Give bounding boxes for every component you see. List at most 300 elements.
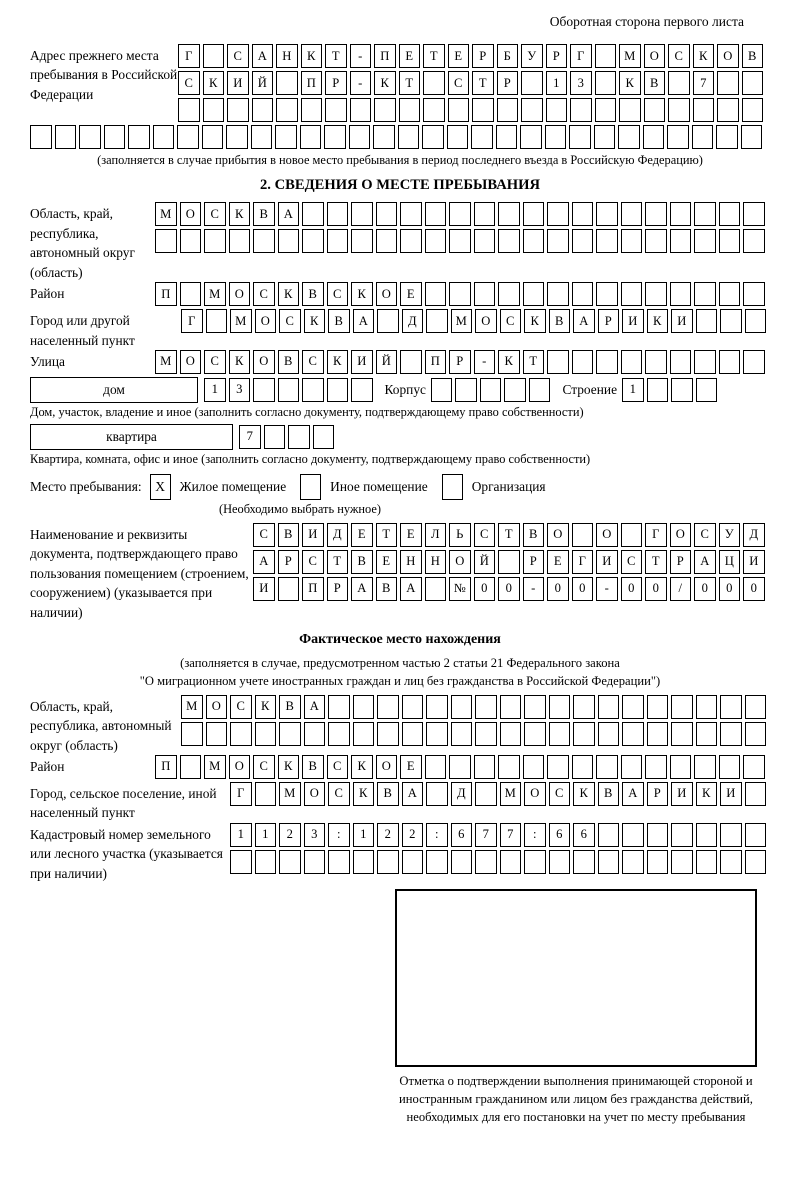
char-cell[interactable] [621,229,643,253]
char-cell[interactable]: 7 [693,71,715,95]
char-cell[interactable] [475,850,497,874]
char-cell[interactable] [500,695,522,719]
char-cell[interactable] [425,755,447,779]
char-cell[interactable] [549,695,571,719]
char-cell[interactable]: С [204,202,226,226]
char-cell[interactable] [279,850,301,874]
char-cell[interactable] [376,229,398,253]
char-cell[interactable] [425,229,447,253]
char-cell[interactable] [546,98,568,122]
char-cell[interactable]: М [500,782,522,806]
char-cell[interactable]: И [671,309,693,333]
char-cell[interactable]: К [498,350,520,374]
char-cell[interactable]: Р [327,577,349,601]
char-cell[interactable] [180,755,202,779]
char-cell[interactable] [426,309,448,333]
char-cell[interactable] [496,125,518,149]
char-cell[interactable]: А [253,550,275,574]
char-cell[interactable] [302,229,324,253]
char-cell[interactable]: О [376,755,398,779]
char-cell[interactable]: 0 [474,577,496,601]
char-cell[interactable]: Р [670,550,692,574]
char-cell[interactable]: М [204,755,226,779]
char-cell[interactable] [255,850,277,874]
char-cell[interactable] [426,695,448,719]
char-cell[interactable] [743,202,765,226]
char-cell[interactable]: Д [451,782,473,806]
char-cell[interactable]: И [671,782,693,806]
char-cell[interactable]: 1 [622,378,644,402]
char-cell[interactable] [621,755,643,779]
char-cell[interactable]: 1 [353,823,375,847]
char-cell[interactable] [255,722,277,746]
char-cell[interactable]: Д [327,523,349,547]
char-cell[interactable]: Т [423,44,445,68]
char-cell[interactable] [328,722,350,746]
char-cell[interactable] [572,350,594,374]
char-cell[interactable]: М [451,309,473,333]
char-cell[interactable] [745,309,767,333]
char-cell[interactable]: Й [252,71,274,95]
char-cell[interactable] [572,202,594,226]
char-cell[interactable] [480,378,502,402]
char-cell[interactable]: 2 [377,823,399,847]
char-cell[interactable] [529,378,551,402]
char-cell[interactable] [694,755,716,779]
char-cell[interactable]: Н [425,550,447,574]
char-cell[interactable] [667,125,689,149]
char-cell[interactable] [328,695,350,719]
char-cell[interactable] [304,850,326,874]
char-cell[interactable] [621,523,643,547]
char-cell[interactable] [471,125,493,149]
char-cell[interactable] [670,282,692,306]
char-cell[interactable] [670,755,692,779]
char-cell[interactable]: Г [570,44,592,68]
char-cell[interactable] [622,695,644,719]
char-cell[interactable] [596,202,618,226]
char-cell[interactable] [275,125,297,149]
char-cell[interactable] [104,125,126,149]
char-cell[interactable]: К [374,71,396,95]
checkbox-inoe[interactable] [300,474,321,500]
char-cell[interactable] [451,850,473,874]
char-cell[interactable] [741,125,763,149]
char-cell[interactable] [671,850,693,874]
char-cell[interactable] [376,202,398,226]
char-cell[interactable]: И [743,550,765,574]
char-cell[interactable] [328,850,350,874]
char-cell[interactable]: 6 [451,823,473,847]
char-cell[interactable]: О [596,523,618,547]
char-cell[interactable] [696,722,718,746]
char-cell[interactable]: О [644,44,666,68]
char-cell[interactable] [325,98,347,122]
char-cell[interactable]: В [351,550,373,574]
char-cell[interactable]: А [400,577,422,601]
char-cell[interactable]: Р [449,350,471,374]
char-cell[interactable]: К [278,282,300,306]
char-cell[interactable] [128,125,150,149]
char-cell[interactable]: П [301,71,323,95]
char-cell[interactable] [523,202,545,226]
char-cell[interactable]: С [279,309,301,333]
char-cell[interactable]: 1 [230,823,252,847]
char-cell[interactable]: Р [472,44,494,68]
char-cell[interactable]: О [229,282,251,306]
char-cell[interactable]: О [449,550,471,574]
char-cell[interactable] [598,695,620,719]
char-cell[interactable] [545,125,567,149]
char-cell[interactable]: М [204,282,226,306]
char-cell[interactable] [693,98,715,122]
char-cell[interactable]: С [621,550,643,574]
char-cell[interactable]: М [181,695,203,719]
char-cell[interactable]: О [670,523,692,547]
char-cell[interactable] [596,755,618,779]
char-cell[interactable] [717,98,739,122]
char-cell[interactable] [523,282,545,306]
char-cell[interactable] [425,577,447,601]
char-cell[interactable]: В [644,71,666,95]
char-cell[interactable] [622,850,644,874]
char-cell[interactable] [572,229,594,253]
char-cell[interactable]: 7 [500,823,522,847]
char-cell[interactable] [206,722,228,746]
char-cell[interactable] [447,125,469,149]
char-cell[interactable] [572,755,594,779]
char-cell[interactable]: 2 [402,823,424,847]
char-cell[interactable]: П [155,282,177,306]
char-cell[interactable] [475,782,497,806]
char-cell[interactable] [374,98,396,122]
char-cell[interactable] [425,282,447,306]
char-cell[interactable]: 0 [498,577,520,601]
char-cell[interactable]: 0 [694,577,716,601]
char-cell[interactable]: В [377,782,399,806]
char-cell[interactable] [498,229,520,253]
char-cell[interactable]: С [328,782,350,806]
char-cell[interactable] [569,125,591,149]
char-cell[interactable] [203,98,225,122]
char-cell[interactable] [595,98,617,122]
char-cell[interactable]: Й [474,550,496,574]
char-cell[interactable]: 1 [255,823,277,847]
char-cell[interactable]: Е [400,282,422,306]
char-cell[interactable] [252,98,274,122]
char-cell[interactable]: Ь [449,523,471,547]
char-cell[interactable] [524,850,546,874]
char-cell[interactable] [720,722,742,746]
char-cell[interactable]: В [278,350,300,374]
char-cell[interactable] [694,282,716,306]
char-cell[interactable]: К [301,44,323,68]
char-cell[interactable]: 3 [570,71,592,95]
char-cell[interactable]: Е [547,550,569,574]
char-cell[interactable] [745,823,767,847]
char-cell[interactable] [449,755,471,779]
char-cell[interactable]: В [253,202,275,226]
char-cell[interactable] [288,425,310,449]
char-cell[interactable]: Т [376,523,398,547]
char-cell[interactable]: А [622,782,644,806]
char-cell[interactable] [570,98,592,122]
char-cell[interactable]: О [229,755,251,779]
char-cell[interactable]: О [255,309,277,333]
char-cell[interactable]: 1 [204,378,226,402]
char-cell[interactable]: Д [402,309,424,333]
char-cell[interactable]: К [304,309,326,333]
char-cell[interactable]: О [547,523,569,547]
char-cell[interactable] [547,202,569,226]
char-cell[interactable] [230,722,252,746]
char-cell[interactable]: Е [400,755,422,779]
char-cell[interactable] [547,755,569,779]
char-cell[interactable] [402,695,424,719]
char-cell[interactable]: А [351,577,373,601]
char-cell[interactable] [720,823,742,847]
char-cell[interactable] [696,695,718,719]
char-cell[interactable] [449,282,471,306]
char-cell[interactable]: Т [327,550,349,574]
char-cell[interactable] [645,350,667,374]
char-cell[interactable] [670,350,692,374]
char-cell[interactable] [742,71,764,95]
char-cell[interactable]: В [278,523,300,547]
char-cell[interactable] [451,695,473,719]
char-cell[interactable]: 0 [547,577,569,601]
char-cell[interactable]: Р [647,782,669,806]
char-cell[interactable] [644,98,666,122]
char-cell[interactable]: К [693,44,715,68]
char-cell[interactable] [153,125,175,149]
char-cell[interactable]: К [353,782,375,806]
char-cell[interactable] [619,98,641,122]
char-cell[interactable] [671,722,693,746]
char-cell[interactable] [696,309,718,333]
char-cell[interactable] [423,98,445,122]
char-cell[interactable]: К [203,71,225,95]
char-cell[interactable]: Е [376,550,398,574]
char-cell[interactable] [647,378,669,402]
char-cell[interactable]: А [694,550,716,574]
char-cell[interactable] [743,755,765,779]
char-cell[interactable]: С [230,695,252,719]
char-cell[interactable]: 0 [743,577,765,601]
char-cell[interactable]: С [253,282,275,306]
char-cell[interactable] [350,98,372,122]
char-cell[interactable] [743,350,765,374]
char-cell[interactable] [55,125,77,149]
char-cell[interactable] [455,378,477,402]
char-cell[interactable] [520,125,542,149]
char-cell[interactable] [622,722,644,746]
char-cell[interactable]: 0 [572,577,594,601]
char-cell[interactable]: О [180,350,202,374]
char-cell[interactable] [180,229,202,253]
char-cell[interactable] [324,125,346,149]
char-cell[interactable] [598,823,620,847]
char-cell[interactable] [643,125,665,149]
checkbox-organizaciya[interactable] [442,474,463,500]
char-cell[interactable] [622,823,644,847]
char-cell[interactable] [253,229,275,253]
char-cell[interactable]: Н [276,44,298,68]
char-cell[interactable] [30,125,52,149]
char-cell[interactable] [377,309,399,333]
char-cell[interactable] [647,722,669,746]
char-cell[interactable] [621,202,643,226]
char-cell[interactable]: О [475,309,497,333]
char-cell[interactable] [474,229,496,253]
char-cell[interactable] [475,722,497,746]
char-cell[interactable] [301,98,323,122]
char-cell[interactable] [425,202,447,226]
char-cell[interactable] [351,378,373,402]
char-cell[interactable]: 7 [239,425,261,449]
char-cell[interactable] [668,71,690,95]
char-cell[interactable] [204,229,226,253]
char-cell[interactable]: Т [498,523,520,547]
char-cell[interactable] [426,850,448,874]
char-cell[interactable] [670,229,692,253]
char-cell[interactable] [431,378,453,402]
char-cell[interactable] [426,722,448,746]
char-cell[interactable]: С [500,309,522,333]
char-cell[interactable]: Ц [719,550,741,574]
char-cell[interactable]: И [302,523,324,547]
char-cell[interactable] [373,125,395,149]
char-cell[interactable] [349,125,371,149]
char-cell[interactable]: М [155,202,177,226]
char-cell[interactable]: С [253,755,275,779]
char-cell[interactable] [498,550,520,574]
char-cell[interactable]: У [521,44,543,68]
char-cell[interactable]: 0 [621,577,643,601]
char-cell[interactable] [226,125,248,149]
char-cell[interactable]: И [596,550,618,574]
char-cell[interactable]: : [524,823,546,847]
char-cell[interactable] [155,229,177,253]
char-cell[interactable]: № [449,577,471,601]
char-cell[interactable] [500,850,522,874]
char-cell[interactable] [474,282,496,306]
char-cell[interactable]: Е [351,523,373,547]
char-cell[interactable] [177,125,199,149]
char-cell[interactable]: Р [497,71,519,95]
char-cell[interactable] [475,695,497,719]
char-cell[interactable] [229,229,251,253]
char-cell[interactable]: А [402,782,424,806]
char-cell[interactable] [594,125,616,149]
char-cell[interactable] [694,229,716,253]
char-cell[interactable]: А [252,44,274,68]
char-cell[interactable]: Е [400,523,422,547]
char-cell[interactable]: К [696,782,718,806]
char-cell[interactable] [717,71,739,95]
char-cell[interactable]: П [302,577,324,601]
char-cell[interactable]: С [668,44,690,68]
char-cell[interactable] [671,823,693,847]
char-cell[interactable]: К [327,350,349,374]
char-cell[interactable]: А [278,202,300,226]
char-cell[interactable] [621,350,643,374]
char-cell[interactable]: Г [178,44,200,68]
char-cell[interactable]: С [178,71,200,95]
char-cell[interactable]: 6 [573,823,595,847]
char-cell[interactable] [351,202,373,226]
char-cell[interactable]: К [647,309,669,333]
char-cell[interactable] [573,722,595,746]
char-cell[interactable] [645,202,667,226]
char-cell[interactable] [302,202,324,226]
char-cell[interactable] [521,98,543,122]
char-cell[interactable] [498,282,520,306]
char-cell[interactable] [719,202,741,226]
char-cell[interactable]: П [155,755,177,779]
char-cell[interactable]: Д [743,523,765,547]
char-cell[interactable] [595,44,617,68]
char-cell[interactable]: Г [230,782,252,806]
char-cell[interactable] [202,125,224,149]
char-cell[interactable] [449,202,471,226]
char-cell[interactable] [276,71,298,95]
char-cell[interactable] [596,350,618,374]
char-cell[interactable]: М [230,309,252,333]
char-cell[interactable]: / [670,577,692,601]
char-cell[interactable] [719,282,741,306]
char-cell[interactable] [279,722,301,746]
char-cell[interactable] [694,350,716,374]
char-cell[interactable] [474,202,496,226]
char-cell[interactable]: Р [598,309,620,333]
char-cell[interactable] [276,98,298,122]
char-cell[interactable] [377,722,399,746]
char-cell[interactable] [720,309,742,333]
char-cell[interactable] [549,850,571,874]
char-cell[interactable]: В [302,282,324,306]
char-cell[interactable]: А [353,309,375,333]
char-cell[interactable] [206,309,228,333]
char-cell[interactable] [745,695,767,719]
char-cell[interactable] [547,350,569,374]
char-cell[interactable]: 3 [229,378,251,402]
char-cell[interactable]: Т [472,71,494,95]
char-cell[interactable]: Г [181,309,203,333]
char-cell[interactable] [745,722,767,746]
char-cell[interactable]: Н [400,550,422,574]
char-cell[interactable] [719,350,741,374]
char-cell[interactable] [719,229,741,253]
char-cell[interactable] [523,755,545,779]
char-cell[interactable]: С [302,350,324,374]
char-cell[interactable] [327,229,349,253]
char-cell[interactable]: К [573,782,595,806]
char-cell[interactable]: - [523,577,545,601]
char-cell[interactable] [498,755,520,779]
char-cell[interactable] [327,378,349,402]
char-cell[interactable] [598,850,620,874]
char-cell[interactable] [79,125,101,149]
char-cell[interactable] [423,71,445,95]
char-cell[interactable] [400,229,422,253]
char-cell[interactable] [670,202,692,226]
char-cell[interactable]: С [227,44,249,68]
char-cell[interactable] [398,125,420,149]
char-cell[interactable] [400,202,422,226]
apartment-type-box[interactable]: квартира [30,424,233,450]
char-cell[interactable] [547,282,569,306]
